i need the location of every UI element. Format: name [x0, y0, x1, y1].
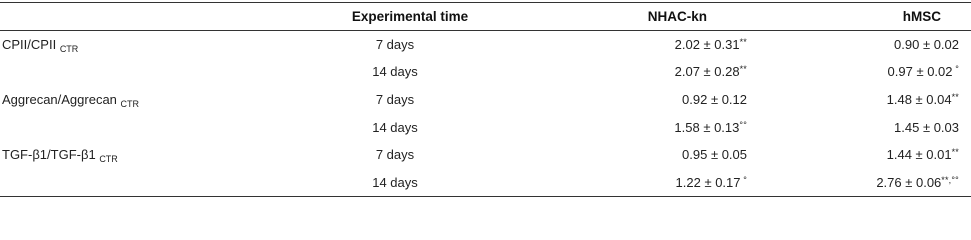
hmsc-significance-mark: ** — [951, 91, 959, 102]
nhac-value-cell — [520, 113, 795, 141]
nhac-value: 2.07 ± 0.28 — [674, 64, 740, 80]
time-cell: 14 days — [372, 64, 418, 80]
table-row — [0, 86, 971, 114]
row-label — [0, 58, 270, 86]
row-label-main: Aggrecan/Aggrecan — [2, 91, 117, 107]
hmsc-value: 1.48 ± 0.04 — [886, 91, 952, 107]
nhac-significance-mark: ** — [739, 64, 747, 75]
row-label — [0, 113, 270, 141]
row-label-main: CPII/CPII — [2, 37, 57, 53]
table-row — [0, 113, 971, 141]
table-header-row — [0, 3, 971, 31]
hmsc-significance-mark: ** — [951, 147, 959, 158]
hmsc-value-cell — [795, 86, 971, 114]
nhac-value-cell — [520, 86, 795, 114]
time-cell: 7 days — [375, 37, 415, 53]
row-label — [0, 86, 270, 114]
table-row — [0, 31, 971, 59]
nhac-value-cell — [520, 31, 795, 59]
row-label-subscript: CTR — [99, 154, 118, 165]
nhac-significance-mark: ** — [739, 37, 747, 48]
nhac-significance-mark: °° — [739, 119, 747, 130]
time-cell: 14 days — [270, 168, 520, 196]
header-label — [0, 3, 270, 31]
row-label-subscript: CTR — [120, 98, 140, 109]
row-label-subscript: CTR — [59, 44, 79, 55]
hmsc-value-cell — [795, 141, 971, 169]
hmsc-significance-mark: **,°° — [941, 174, 959, 185]
gene-expression-table — [0, 2, 971, 197]
hmsc-value: 0.90 ± 0.02 — [894, 37, 959, 53]
nhac-value-cell — [520, 168, 795, 196]
row-label — [0, 31, 270, 59]
hmsc-value: 0.97 ± 0.02 — [887, 64, 953, 80]
table-row — [0, 141, 971, 169]
hmsc-value-cell — [795, 113, 971, 141]
time-cell: 7 days — [375, 91, 415, 107]
header-nhac-kn: NHAC-kn — [520, 3, 795, 31]
nhac-value: 1.22 ± 0.17 — [675, 174, 741, 190]
nhac-value-cell — [520, 141, 795, 169]
nhac-value: 0.92 ± 0.12 — [682, 91, 747, 107]
time-cell: 7 days — [375, 147, 415, 163]
row-label — [0, 168, 270, 196]
row-label — [0, 141, 270, 169]
hmsc-value: 1.45 ± 0.03 — [894, 119, 959, 135]
hmsc-value-cell — [795, 31, 971, 59]
nhac-significance-mark: ° — [740, 174, 747, 185]
hmsc-value-cell — [795, 58, 971, 86]
hmsc-significance-mark: ° — [952, 64, 959, 75]
nhac-value: 1.58 ± 0.13 — [674, 119, 740, 135]
hmsc-value: 2.76 ± 0.06 — [876, 174, 942, 190]
hmsc-value-cell — [795, 168, 971, 196]
time-cell: 14 days — [372, 119, 418, 135]
nhac-value-cell — [520, 58, 795, 86]
header-hmsc: hMSC — [795, 3, 971, 31]
header-experimental-time: Experimental time — [270, 3, 520, 31]
row-label-main: TGF-β1/TGF-β1 — [2, 147, 96, 163]
hmsc-value: 1.44 ± 0.01 — [886, 147, 952, 163]
nhac-value: 0.95 ± 0.05 — [682, 147, 747, 163]
table-row — [0, 168, 971, 196]
table-row — [0, 58, 971, 86]
nhac-value: 2.02 ± 0.31 — [674, 37, 740, 53]
